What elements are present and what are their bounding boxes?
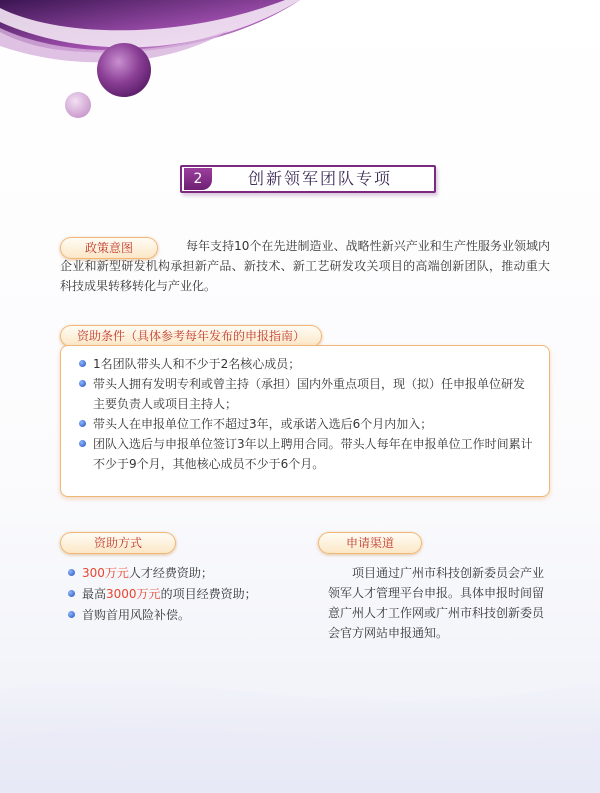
large-purple-ball bbox=[97, 43, 151, 97]
condition-text: 带头人在申报单位工作不超过3年，或承诺入选后6个月内加入； bbox=[93, 417, 433, 431]
funding-list bbox=[68, 563, 257, 626]
channel-tag: 申请渠道 bbox=[318, 532, 422, 554]
list-item bbox=[68, 605, 257, 626]
list-item bbox=[79, 434, 535, 474]
funding-amount: 3000万元 bbox=[106, 587, 161, 601]
funding-amount: 300万元 bbox=[82, 566, 129, 580]
bullet-icon bbox=[68, 590, 75, 597]
bullet-icon bbox=[79, 420, 86, 427]
condition-text: 带头人拥有发明专利或曾主持（承担）国内外重点项目，现（拟）任申报单位研发主要负责人或项目主持人； bbox=[93, 377, 526, 411]
bottom-wave-decoration bbox=[0, 679, 600, 793]
condition-text: 团队入选后与申报单位签订3年以上聘用合同。带头人每年在申报单位工作时间累计不少于9个月，其他核心成员不少于6个月。 bbox=[93, 437, 533, 471]
bullet-icon bbox=[79, 380, 86, 387]
list-item bbox=[79, 414, 535, 434]
funding-text: 人才经费资助； bbox=[128, 566, 213, 580]
list-item bbox=[68, 563, 257, 584]
conditions-box bbox=[60, 345, 550, 497]
funding-tag: 资助方式 bbox=[60, 532, 176, 554]
bullet-icon bbox=[79, 440, 86, 447]
list-item bbox=[79, 354, 535, 374]
bullet-icon bbox=[79, 360, 86, 367]
conditions-tag: 资助条件（具体参考每年发布的申报指南） bbox=[60, 325, 322, 347]
funding-prefix: 最高 bbox=[82, 587, 107, 601]
bullet-icon bbox=[68, 569, 75, 576]
list-item bbox=[79, 374, 535, 414]
condition-text: 1名团队带头人和不少于2名核心成员； bbox=[93, 357, 301, 371]
small-purple-ball bbox=[65, 92, 91, 118]
list-item bbox=[68, 584, 257, 605]
policy-text: 每年支持10个在先进制造业、战略性新兴产业和生产性服务业领域内企业和新型研发机构承担新产品、新技术、新工艺研发攻关项目的高端创新团队，推动重大科技成果转移转化与产业化。 bbox=[60, 239, 550, 293]
policy-tag: 政策意图 bbox=[60, 237, 158, 259]
funding-text: 首购首用风险补偿。 bbox=[82, 608, 191, 622]
funding-text: 的项目经费资助； bbox=[160, 587, 257, 601]
section-header bbox=[180, 165, 438, 195]
bullet-icon bbox=[68, 611, 75, 618]
section-number: 2 bbox=[184, 168, 212, 190]
swoosh-decoration bbox=[0, 0, 300, 62]
conditions-list bbox=[61, 346, 549, 474]
section-title: 创新领军团队专项 bbox=[248, 169, 393, 188]
channel-text: 项目通过广州市科技创新委员会产业领军人才管理平台申报。具体申报时间留意广州人才工作网或广州市科技创新委员会官方网站申报通知。 bbox=[328, 566, 545, 640]
